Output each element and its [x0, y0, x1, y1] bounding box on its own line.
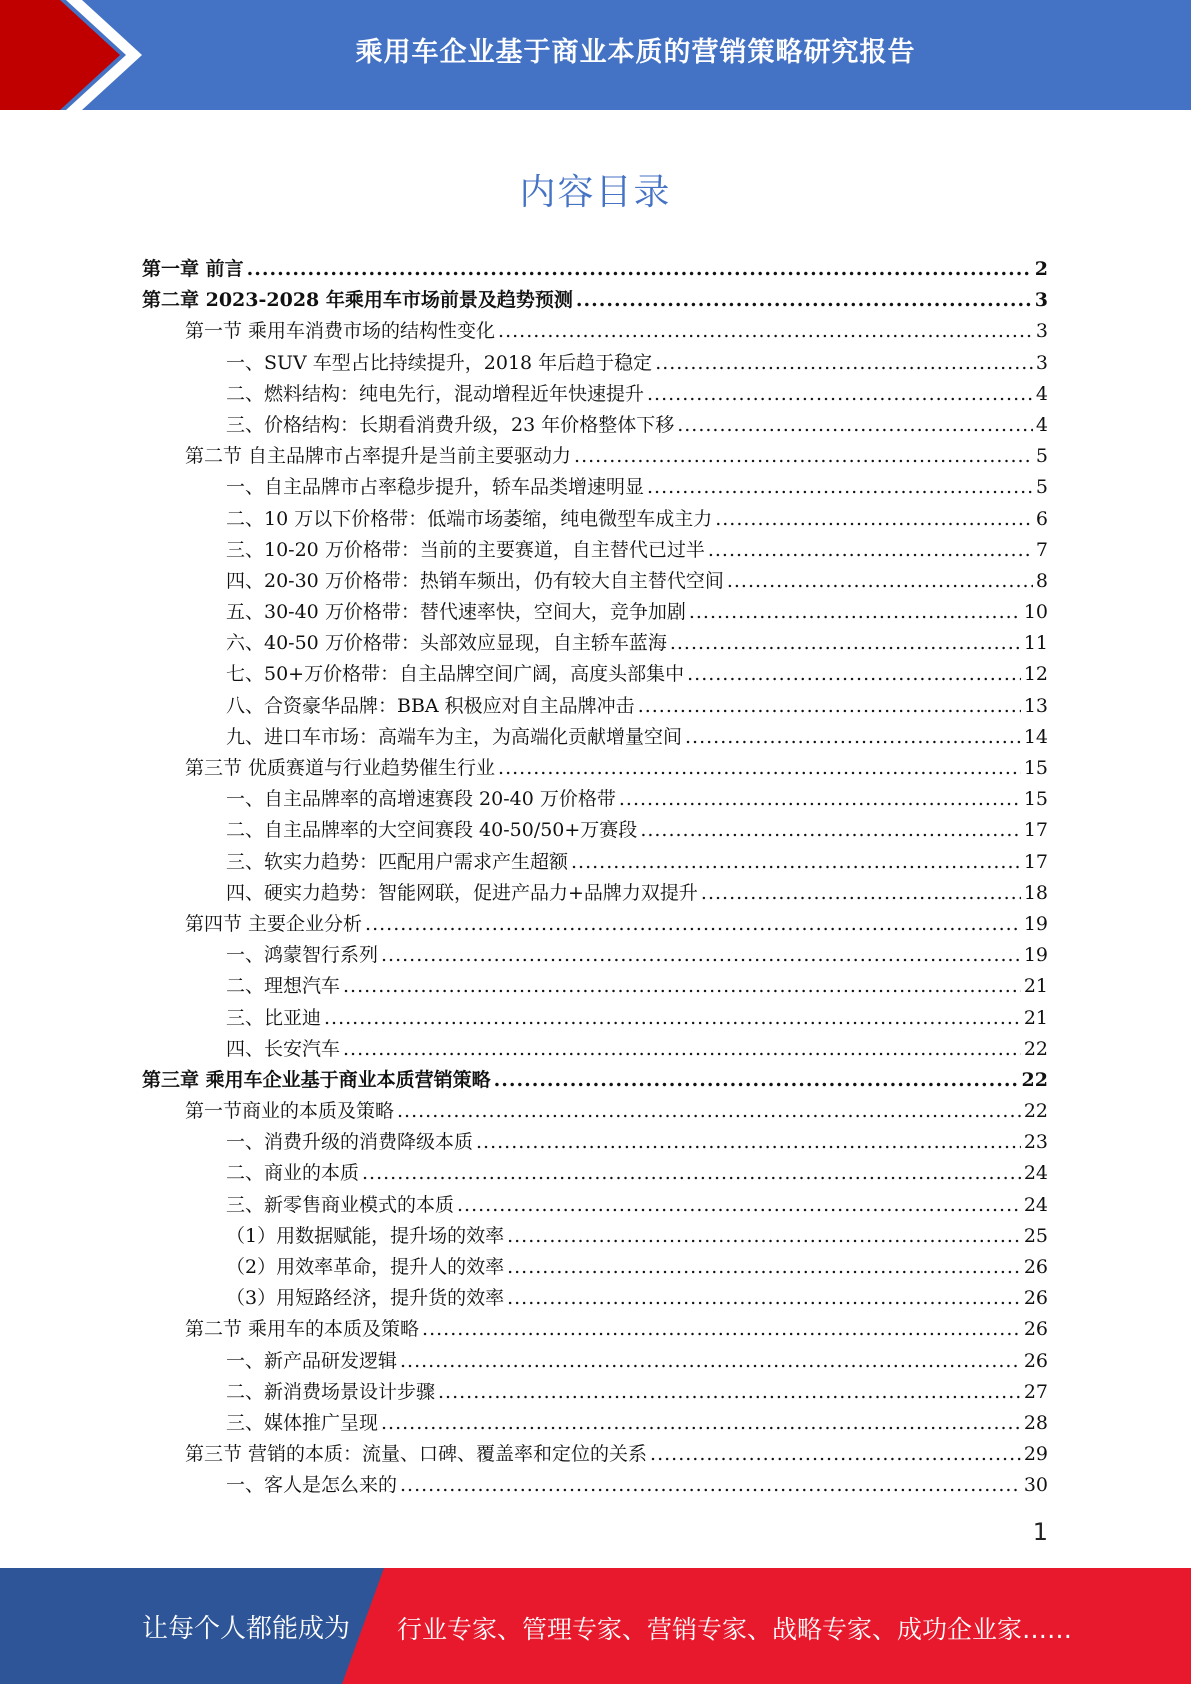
toc-entry-text: 二、10 万以下价格带：低端市场萎缩，纯电微型车成主力 [226, 507, 713, 530]
toc-entry[interactable] [142, 1252, 1048, 1283]
toc-entry-page: 26 [1023, 1256, 1048, 1278]
toc-entry-text: （2）用效率革命，提升人的效率 [226, 1256, 505, 1278]
dot-leader [670, 628, 1021, 659]
toc-entry-text: 第三章 乘用车企业基于商业本质营销策略 [142, 1068, 491, 1091]
dot-leader [708, 535, 1033, 566]
toc-entry-text: 一、新产品研发逻辑 [226, 1349, 398, 1372]
toc-entry-page: 18 [1023, 881, 1048, 904]
toc-entry[interactable] [142, 878, 1048, 909]
dot-leader [650, 1439, 1021, 1470]
toc-entry[interactable] [142, 379, 1048, 410]
dot-leader [507, 1221, 1021, 1252]
toc-entry-page: 14 [1023, 725, 1048, 748]
toc-entry[interactable] [142, 504, 1048, 535]
toc-entry[interactable] [142, 659, 1048, 690]
toc-entry-page: 23 [1023, 1131, 1048, 1154]
toc-entry[interactable] [142, 441, 1048, 472]
dot-leader [677, 410, 1033, 441]
toc-entry-page: 3 [1035, 351, 1048, 374]
toc-entry-page: 2 [1034, 258, 1048, 280]
toc-entry-text: 一、SUV 车型占比持续提升，2018 年后趋于稳定 [226, 351, 653, 374]
toc-entry[interactable] [142, 566, 1048, 597]
toc-entry-text: 三、比亚迪 [226, 1006, 322, 1029]
toc-entry[interactable] [142, 254, 1048, 285]
dot-leader [381, 940, 1021, 971]
toc-entry-page: 26 [1023, 1349, 1048, 1372]
toc-entry[interactable] [142, 316, 1048, 347]
toc-entry-text: 一、消费升级的消费降级本质 [226, 1131, 474, 1154]
toc-entry[interactable] [142, 285, 1048, 316]
toc-entry-page: 5 [1035, 476, 1048, 499]
page-number: 1 [1032, 1518, 1048, 1546]
toc-entry-text: （1）用数据赋能，提升场的效率 [226, 1224, 505, 1247]
toc-entry-text: 九、进口车市场：高端车为主，为高端化贡献增量空间 [226, 725, 683, 748]
dot-leader [476, 1127, 1021, 1158]
toc-entry-text: 三、媒体推广呈现 [226, 1411, 379, 1434]
toc-entry-page: 10 [1023, 601, 1048, 624]
footer-slogan-left: 让每个人都能成为 [142, 1614, 351, 1644]
toc-entry[interactable] [142, 1314, 1048, 1345]
toc-entry[interactable] [142, 472, 1048, 503]
toc-entry-page: 25 [1023, 1224, 1048, 1247]
toc-entry-page: 24 [1023, 1162, 1048, 1185]
dot-leader [689, 597, 1021, 628]
toc-entry-text: 五、30-40 万价格带：替代速率快，空间大，竞争加剧 [226, 601, 686, 624]
toc-entry-text: 第二节 自主品牌市占率提升是当前主要驱动力 [185, 445, 572, 468]
toc-entry-text: 三、价格结构：长期看消费升级，23 年价格整体下移 [226, 413, 675, 436]
toc-entry[interactable] [142, 1470, 1048, 1501]
dot-leader [422, 1314, 1021, 1345]
dot-leader [438, 1377, 1021, 1408]
toc-entry-text: 第三节 优质赛道与行业趋势催生行业 [185, 757, 496, 779]
toc-entry[interactable] [142, 847, 1048, 878]
toc-entry-page: 7 [1035, 538, 1048, 561]
toc-entry-page: 6 [1035, 507, 1048, 530]
dot-leader [397, 1096, 1021, 1127]
toc-entry[interactable] [142, 1283, 1048, 1314]
toc-entry[interactable] [142, 909, 1048, 940]
toc-entry-text: 第一节商业的本质及策略 [185, 1100, 395, 1123]
toc-entry-text: （3）用短路经济，提升货的效率 [226, 1287, 505, 1310]
toc-entry[interactable] [142, 1439, 1048, 1470]
toc-entry-page: 30 [1023, 1474, 1048, 1497]
dot-leader [655, 348, 1033, 379]
dot-leader [507, 1283, 1021, 1314]
footer-slogan-right: 行业专家、管理专家、营销专家、战略专家、成功企业家…… [397, 1615, 1073, 1644]
toc-entry[interactable] [142, 971, 1048, 1002]
toc-entry-page: 26 [1023, 1287, 1048, 1310]
toc-entry-page: 21 [1023, 1006, 1048, 1029]
toc-entry-text: 二、理想汽车 [226, 975, 341, 998]
toc-entry[interactable] [142, 1408, 1048, 1439]
toc-entry[interactable] [142, 753, 1048, 784]
toc-entry[interactable] [142, 815, 1048, 846]
toc-entry-text: 二、商业的本质 [226, 1162, 360, 1185]
dot-leader [343, 1034, 1021, 1065]
toc-entry-page: 3 [1035, 320, 1048, 343]
dot-leader [685, 722, 1021, 753]
dot-leader [715, 504, 1033, 535]
dot-leader [647, 379, 1033, 410]
toc-entry-page: 19 [1023, 944, 1048, 967]
toc-entry-text: 三、新零售商业模式的本质 [226, 1193, 455, 1216]
toc-entry-page: 15 [1023, 788, 1048, 811]
toc-entry-page: 13 [1023, 694, 1048, 717]
toc-entry[interactable] [142, 410, 1048, 441]
toc-entry[interactable] [142, 722, 1048, 753]
dot-leader [362, 1158, 1021, 1189]
dot-leader [687, 659, 1021, 690]
toc-entry-page: 17 [1023, 819, 1048, 842]
dot-leader [727, 566, 1033, 597]
dot-leader [638, 691, 1021, 722]
toc-entry-page: 29 [1023, 1443, 1048, 1466]
toc-entry[interactable] [142, 1065, 1048, 1096]
toc-entry-text: 六、40-50 万价格带：头部效应显现，自主轿车蓝海 [226, 632, 667, 655]
toc-entry-text: 二、燃料结构：纯电先行，混动增程近年快速提升 [226, 382, 645, 405]
report-title: 乘用车企业基于商业本质的营销策略研究报告 [355, 37, 916, 68]
toc-entry[interactable] [142, 1346, 1048, 1377]
toc-entry-text: 二、新消费场景设计步骤 [226, 1380, 436, 1403]
toc-entry[interactable] [142, 597, 1048, 628]
toc-entry[interactable] [142, 1377, 1048, 1408]
table-of-contents [142, 254, 1048, 1502]
toc-entry-text: 四、硬实力趋势：智能网联，促进产品力+品牌力双提升 [226, 881, 698, 904]
toc-entry-text: 四、20-30 万价格带：热销车频出，仍有较大自主替代空间 [226, 569, 724, 592]
dot-leader [343, 971, 1021, 1002]
dot-leader [247, 254, 1032, 285]
footer-band [0, 1568, 1191, 1684]
toc-entry-page: 15 [1023, 757, 1048, 779]
toc-entry[interactable] [142, 1003, 1048, 1034]
toc-entry-text: 第一章 前言 [142, 258, 244, 280]
dot-leader [507, 1252, 1021, 1283]
toc-entry-page: 12 [1023, 663, 1048, 686]
dot-leader [365, 909, 1021, 940]
dot-leader [574, 441, 1033, 472]
toc-entry[interactable] [142, 1034, 1048, 1065]
toc-entry[interactable] [142, 1221, 1048, 1252]
toc-entry-text: 八、合资豪华品牌：BBA 积极应对自主品牌冲击 [226, 694, 635, 717]
toc-entry-page: 4 [1035, 413, 1048, 436]
arrow-logo-icon [0, 0, 150, 110]
dot-leader [400, 1346, 1021, 1377]
dot-leader [619, 784, 1021, 815]
toc-entry-text: 第二章 2023-2028 年乘用车市场前景及趋势预测 [142, 289, 573, 312]
toc-entry[interactable] [142, 940, 1048, 971]
dot-leader [457, 1190, 1021, 1221]
toc-entry[interactable] [142, 628, 1048, 659]
toc-entry-page: 4 [1035, 382, 1048, 405]
dot-leader [647, 472, 1033, 503]
toc-entry[interactable] [142, 1158, 1048, 1189]
toc-entry-text: 三、10-20 万价格带：当前的主要赛道，自主替代已过半 [226, 538, 705, 561]
toc-entry-text: 三、软实力趋势：匹配用户需求产生超额 [226, 850, 569, 873]
toc-entry-page: 8 [1035, 569, 1048, 592]
dot-leader [498, 753, 1021, 784]
dot-leader [640, 815, 1021, 846]
toc-entry-page: 27 [1023, 1380, 1048, 1403]
toc-entry-page: 28 [1023, 1411, 1048, 1434]
dot-leader [324, 1003, 1021, 1034]
toc-entry-page: 22 [1021, 1068, 1048, 1091]
toc-entry-text: 一、鸿蒙智行系列 [226, 944, 379, 967]
toc-entry[interactable] [142, 348, 1048, 379]
toc-entry-page: 22 [1023, 1037, 1048, 1060]
toc-entry-page: 24 [1023, 1193, 1048, 1216]
toc-entry-page: 17 [1023, 850, 1048, 873]
toc-entry-text: 第一节 乘用车消费市场的结构性变化 [185, 320, 496, 343]
dot-leader [494, 1065, 1019, 1096]
toc-entry[interactable] [142, 1127, 1048, 1158]
dot-leader [381, 1408, 1021, 1439]
toc-entry[interactable] [142, 1096, 1048, 1127]
toc-entry-page: 11 [1023, 632, 1048, 655]
toc-entry-text: 一、自主品牌市占率稳步提升，轿车品类增速明显 [226, 476, 645, 499]
toc-entry-page: 26 [1023, 1318, 1048, 1341]
toc-entry[interactable] [142, 691, 1048, 722]
toc-entry[interactable] [142, 784, 1048, 815]
dot-leader [576, 285, 1032, 316]
dot-leader [498, 316, 1033, 347]
toc-entry-page: 22 [1023, 1100, 1048, 1123]
toc-entry-text: 第三节 营销的本质：流量、口碑、覆盖率和定位的关系 [185, 1443, 648, 1466]
header-band [0, 0, 1191, 110]
toc-entry-page: 19 [1023, 912, 1048, 935]
toc-entry-page: 21 [1023, 975, 1048, 998]
dot-leader [701, 878, 1021, 909]
toc-entry-text: 七、50+万价格带：自主品牌空间广阔，高度头部集中 [226, 663, 685, 686]
toc-entry-text: 四、长安汽车 [226, 1037, 341, 1060]
toc-entry[interactable] [142, 1190, 1048, 1221]
toc-heading: 内容目录 [519, 172, 672, 213]
toc-entry-page: 3 [1034, 289, 1048, 312]
dot-leader [571, 847, 1021, 878]
toc-entry[interactable] [142, 535, 1048, 566]
toc-entry-page: 5 [1035, 445, 1048, 468]
dot-leader [400, 1470, 1021, 1501]
toc-entry-text: 第四节 主要企业分析 [185, 912, 363, 935]
toc-entry-text: 二、自主品牌率的大空间赛段 40-50/50+万赛段 [226, 819, 638, 842]
toc-entry-text: 第二节 乘用车的本质及策略 [185, 1318, 420, 1341]
toc-entry-text: 一、客人是怎么来的 [226, 1474, 398, 1497]
toc-entry-text: 一、自主品牌率的高增速赛段 20-40 万价格带 [226, 788, 616, 811]
